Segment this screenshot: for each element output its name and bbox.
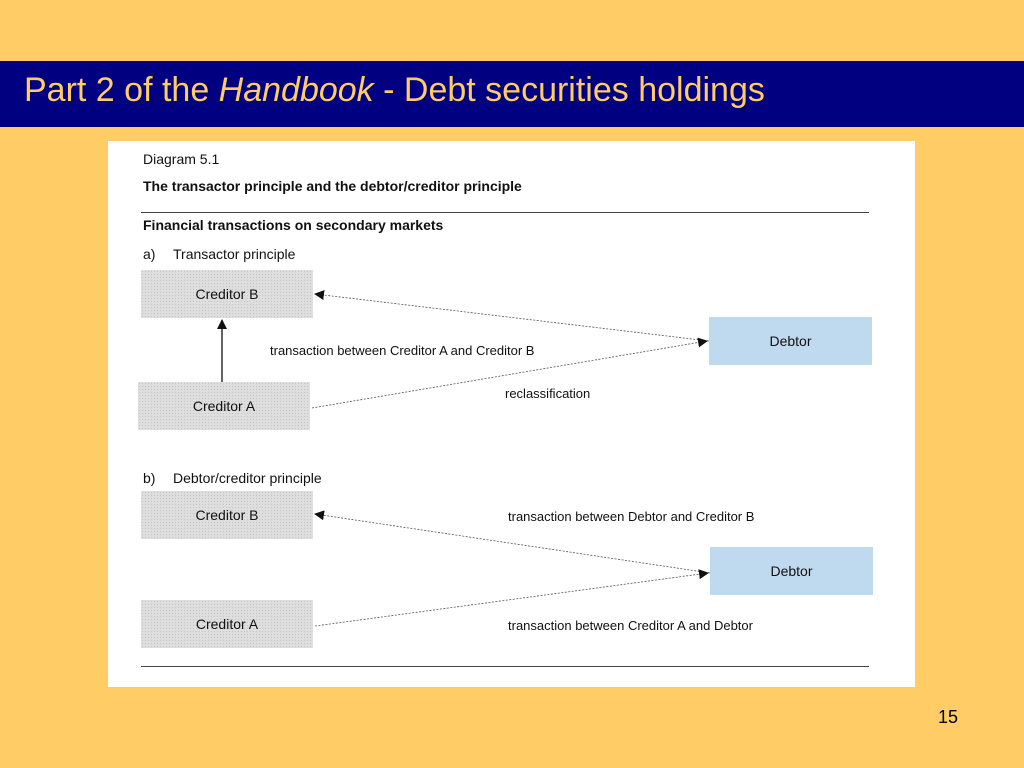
section-b-title: Debtor/creditor principle bbox=[173, 470, 322, 486]
section-a-marker: a) bbox=[143, 246, 156, 262]
section-a-reclassification-label: reclassification bbox=[505, 386, 591, 401]
section-a-transaction-label: transaction between Creditor A and Creditor B bbox=[270, 343, 535, 358]
section-b-arrow-a-to-debtor bbox=[315, 573, 708, 626]
diagram-caption: The transactor principle and the debtor/creditor principle bbox=[143, 178, 522, 194]
slide-title-italic: Handbook bbox=[218, 71, 374, 109]
diagram-subheading: Financial transactions on secondary markets bbox=[143, 217, 444, 233]
section-b-creditor-a-box: Creditor A bbox=[141, 600, 313, 648]
title-bar bbox=[0, 61, 1024, 127]
section-b-debtor-box: Debtor bbox=[710, 547, 873, 595]
section-a-arrow-debtor-to-b bbox=[315, 294, 709, 341]
diagram-arrows bbox=[108, 141, 915, 687]
section-a-title: Transactor principle bbox=[173, 246, 296, 262]
section-b-marker: b) bbox=[143, 470, 156, 486]
section-a-debtor-box: Debtor bbox=[709, 317, 872, 365]
section-a-creditor-b-box: Creditor B bbox=[141, 270, 313, 318]
diagram-label: Diagram 5.1 bbox=[143, 151, 220, 167]
section-b-arrow-debtor-to-b bbox=[315, 514, 710, 573]
slide-title bbox=[24, 61, 765, 127]
section-b-debtor-creditor-b-label: transaction between Debtor and Creditor B bbox=[508, 509, 755, 524]
page-number: 15 bbox=[938, 707, 959, 727]
section-b-creditor-b-box: Creditor B bbox=[141, 491, 313, 539]
slide-title-suffix: - Debt securities holdings bbox=[373, 71, 765, 109]
slide-title-prefix: Part 2 of the bbox=[24, 71, 219, 109]
diagram-figure bbox=[108, 141, 915, 687]
section-a-arrow-a-to-debtor bbox=[312, 341, 707, 408]
section-a-creditor-a-box: Creditor A bbox=[138, 382, 310, 430]
section-b-creditor-a-debtor-label: transaction between Creditor A and Debtor bbox=[508, 618, 753, 633]
